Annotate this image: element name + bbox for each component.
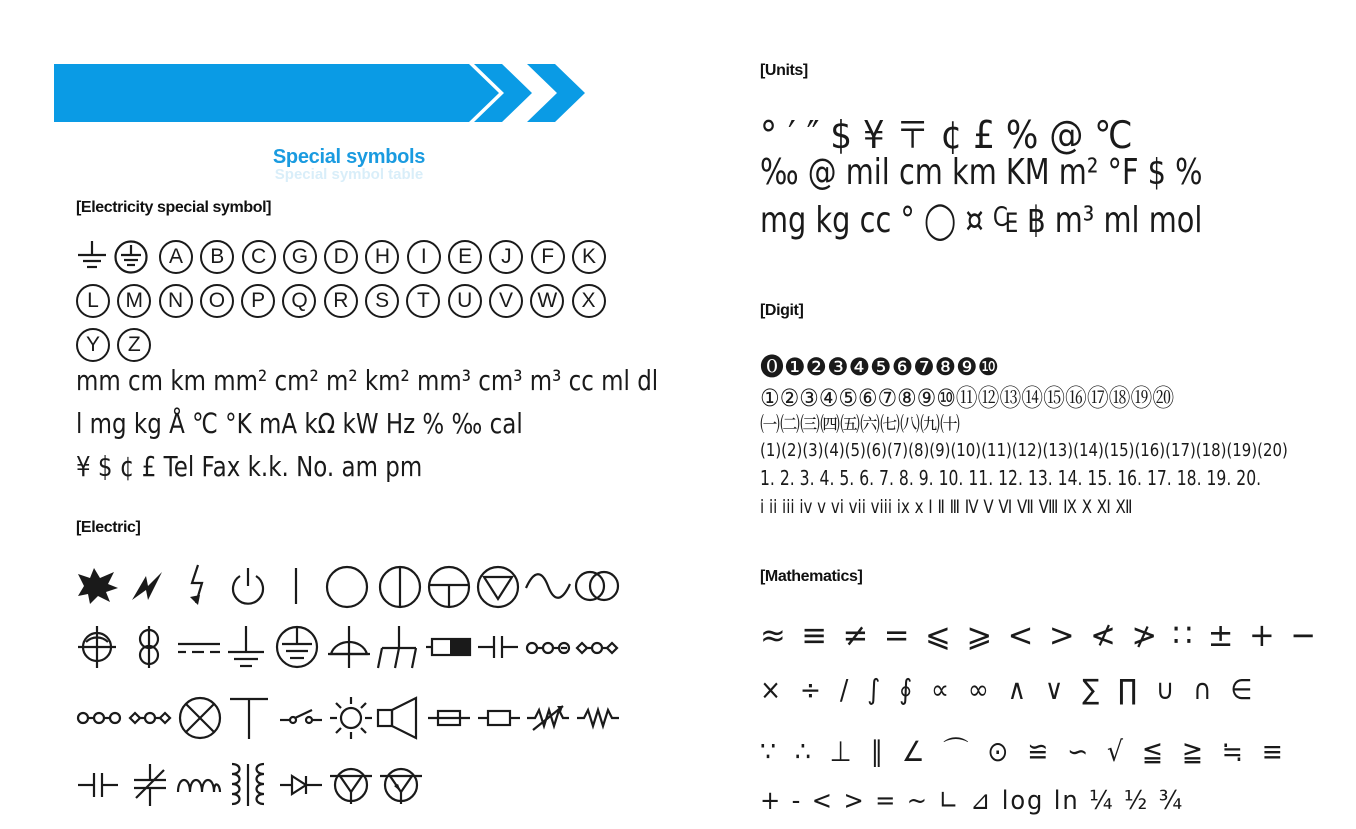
switch-icon [278,708,324,728]
circled-letter-z: Z [117,328,151,362]
electricity-units-row3: ¥ $ ¢ £ Tel Fax k.k. No. am pm [76,450,423,483]
circled-letter-e: E [448,240,482,274]
circled-letter-n: N [159,284,193,318]
mathematics-heading: [Mathematics] [760,568,863,585]
lightning-icon [128,568,168,604]
variable-resistor-icon [525,702,571,734]
circled-letters-row1 [159,240,613,274]
circled-ground-icon [274,624,320,670]
capacitor-icon [476,634,520,660]
math-row1: ≈ ≡ ≠ = ⩽ ⩾ < > ≮ ≯ ∷ ± + − [760,616,1319,654]
circled-letter-v: V [489,284,523,318]
ground-icon [76,241,112,275]
circled-letter-i: I [407,240,441,274]
digit-heading: [Digit] [760,302,804,319]
electricity-special-heading: [Electricity special symbol] [76,199,272,216]
dc-icon [176,640,222,656]
banner-bar [54,64,499,122]
circled-letter-j: J [489,240,523,274]
banner-chevron-2 [527,64,585,122]
circle-vertical-line-icon [377,565,423,609]
circle-x-icon [177,695,223,741]
battery-icon [426,636,472,658]
math-row2: × ÷ / ∫ ∮ ∝ ∞ ∧ ∨ ∑ ∏ ∪ ∩ ∈ [760,673,1258,706]
circled-letter-w: W [530,284,564,318]
npn-transistor-icon [328,764,374,806]
circled-letter-m: M [117,284,151,318]
circled-letter-t: T [406,284,440,318]
diode-icon [278,772,324,798]
resistor-icon [575,706,621,730]
digit-parenthesized: (1)(2)(3)(4)(5)(6)(7)(8)(9)(10)(11)(12)(13)(14)(15)(16)(17)(18)(19)(20) [760,440,1288,461]
page-subtitle: Special symbol table [274,166,424,183]
circled-letter-k: K [572,240,606,274]
units-row2: ‰ @ mil cm km KM m² °F $ % [760,152,1203,193]
antenna-ground-icon [326,624,372,670]
circled-letter-b: B [200,240,234,274]
frame-ground-icon [378,624,420,670]
circled-letter-f: F [531,240,565,274]
electric-heading: [Electric] [76,519,141,536]
digit-circled: ①②③④⑤⑥⑦⑧⑨⑩⑪⑫⑬⑭⑮⑯⑰⑱⑲⑳ [760,384,1175,412]
circled-ground-icon [114,240,150,276]
circled-letters-row2 [76,284,613,318]
circled-letter-h: H [365,240,399,274]
lamp-chain-icon [128,710,174,726]
circle-icon [324,565,370,609]
speaker-icon [376,695,422,741]
inductor-icon [176,770,222,798]
spark-burst-icon [76,566,120,606]
lightning-arrow-icon [184,563,214,607]
circled-letter-a: A [159,240,193,274]
circled-letter-x: X [572,284,606,318]
sine-wave-icon [524,572,572,602]
circled-letter-d: D [324,240,358,274]
circled-letter-q: Q [282,284,316,318]
circle-t-icon [426,565,472,609]
digit-parenthesized-cjk: ㈠㈡㈢㈣㈤㈥㈦㈧㈨㈩ [760,412,960,436]
fuse-icon [426,708,472,728]
tee-icon [226,695,272,741]
lamp-chain-icon [575,640,621,656]
circled-letter-u: U [448,284,482,318]
digit-negative-circled: ⓿❶❷❸❹❺❻❼❽❾❿ [760,353,1000,381]
oco-icon [525,640,571,656]
transformer-icon [228,760,270,810]
double-circle-icon [574,566,620,606]
circle-triangle-icon [475,565,521,609]
circled-letter-o: O [200,284,234,318]
circled-letter-l: L [76,284,110,318]
header-banner [54,64,594,122]
oco-icon [76,710,122,726]
circled-letter-y: Y [76,328,110,362]
page-title: Special symbols [272,146,426,168]
circled-letter-g: G [283,240,317,274]
circled-letters-row3 [76,328,159,362]
digit-period: 1. 2. 3. 4. 5. 6. 7. 8. 9. 10. 11. 12. 13. 14. 15. 16. 17. 18. 19. 20. [760,466,1262,490]
circled-letter-r: R [324,284,358,318]
variable-capacitor-icon [130,762,170,808]
circled-letter-c: C [242,240,276,274]
circled-letter-s: S [365,284,399,318]
electricity-units-row2: l mg kg Å ℃ °K mA kΩ kW Hz % ‰ cal [76,407,523,440]
pnp-transistor-icon [378,764,424,806]
units-row3: mg kg cc ° ◯ ¤ ₠ ฿ m³ ml mol [760,200,1203,241]
digit-roman: i ii iii iv v vi vii viii ix x Ⅰ Ⅱ Ⅲ Ⅳ Ⅴ Ⅵ Ⅶ Ⅷ Ⅸ Ⅹ Ⅺ Ⅻ [760,496,1133,518]
ground-icon [226,624,266,670]
math-row3: ∵ ∴ ⊥ ∥ ∠ ⌒ ⊙ ≌ ∽ √ ≦ ≧ ≒ ≡ [760,735,1289,768]
capacitor-icon [76,770,120,800]
vertical-line-icon [288,566,304,606]
units-row1: ° ′ ″ $ ¥ 〒 ¢ £ % @ ℃ [760,113,1133,157]
math-row4: + - < > = ~ ∟ ⊿ log ln ¼ ½ ¾ [760,786,1185,816]
electricity-units-row1: mm cm km mm² cm² m² km² mm³ cm³ m³ cc ml dl [76,364,659,397]
units-heading: [Units] [760,62,808,79]
transformer-circle-icon [76,624,118,670]
bulb-icon [328,695,374,741]
circled-letter-p: P [241,284,275,318]
power-icon [228,566,268,606]
resistor-box-icon [476,708,522,728]
transformer-coil-icon [134,624,164,670]
